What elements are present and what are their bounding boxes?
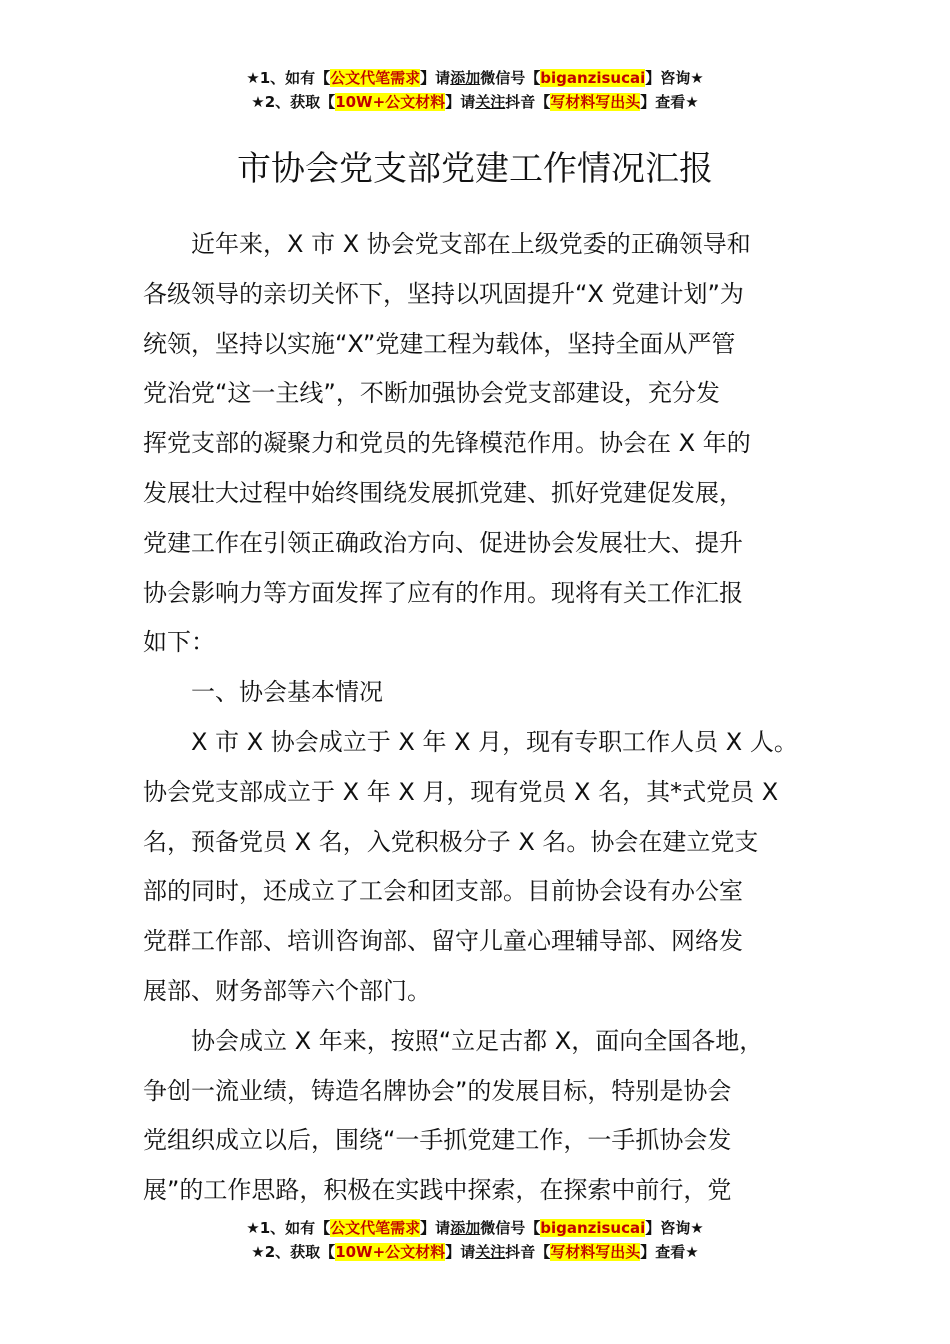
promo-highlight: biganzisucai [540, 69, 646, 87]
promo-highlight: biganzisucai [540, 1219, 646, 1237]
body-line: 部的同时，还成立了工会和团支部。目前协会设有办公室 [143, 877, 743, 906]
promo-line-2 [0, 1240, 950, 1264]
promo-highlight: 公文代笔需求 [330, 1219, 421, 1237]
body-line: 党治党“这一主线”，不断加强协会党支部建设，充分发 [143, 379, 720, 408]
body-line: 挥党支部的凝聚力和党员的先锋模范作用。协会在 X 年的 [143, 429, 751, 458]
header-promo-banner [0, 66, 950, 114]
document-body [143, 220, 833, 1216]
promo-text: 】请 [420, 1219, 451, 1237]
body-line: 名，预备党员 X 名，入党积极分子 X 名。协会在建立党支 [143, 827, 759, 856]
promo-text: ★2、获取【 [251, 1243, 336, 1261]
promo-underlined: 添加 [450, 69, 481, 87]
promo-line-2 [0, 90, 950, 114]
body-line: 协会影响力等方面发挥了应有的作用。现将有关工作汇报 [143, 578, 743, 607]
body-line: 展部、财务部等六个部门。 [143, 976, 431, 1005]
promo-highlight: 公文代笔需求 [330, 69, 421, 87]
promo-text: 】请 [445, 1243, 476, 1261]
body-line: 统领，坚持以实施“X”党建工程为载体，坚持全面从严管 [143, 329, 736, 358]
footer-promo-banner [0, 1216, 950, 1264]
promo-highlight: 10W+公文材料 [335, 1243, 446, 1261]
promo-line-1 [0, 66, 950, 90]
promo-highlight: 10W+公文材料 [335, 93, 446, 111]
body-line: 争创一流业绩，铸造名牌协会”的发展目标，特别是协会 [143, 1076, 732, 1105]
promo-text: 】咨询★ [645, 69, 704, 87]
promo-text: 】请 [420, 69, 451, 87]
promo-underlined: 关注 [475, 1243, 506, 1261]
promo-text: 】请 [445, 93, 476, 111]
body-line: 协会党支部成立于 X 年 X 月，现有党员 X 名，其*式党员 X [143, 777, 779, 806]
promo-text: 】咨询★ [645, 1219, 704, 1237]
promo-text: 微信号【 [480, 69, 541, 87]
section-heading: 一、协会基本情况 [143, 678, 383, 707]
promo-highlight: 写材料写出头 [550, 93, 641, 111]
body-line: 各级领导的亲切关怀下，坚持以巩固提升“X 党建计划”为 [143, 279, 744, 308]
promo-text: 微信号【 [480, 1219, 541, 1237]
promo-text: 】查看★ [640, 93, 699, 111]
promo-highlight: 写材料写出头 [550, 1243, 641, 1261]
body-line: 发展壮大过程中始终围绕发展抓党建、抓好党建促发展， [143, 478, 743, 507]
document-title: 市协会党支部党建工作情况汇报 [237, 148, 713, 189]
body-line: X 市 X 协会成立于 X 年 X 月，现有专职工作人员 X 人。 [143, 727, 798, 756]
promo-underlined: 添加 [450, 1219, 481, 1237]
body-line: 党组织成立以后，围绕“一手抓党建工作，一手抓协会发 [143, 1126, 732, 1155]
body-line: 展”的工作思路，积极在实践中探索，在探索中前行，党 [143, 1176, 732, 1205]
promo-text: 抖音【 [505, 1243, 551, 1261]
promo-underlined: 关注 [475, 93, 506, 111]
promo-text: 】查看★ [640, 1243, 699, 1261]
body-line: 党群工作部、培训咨询部、留守儿童心理辅导部、网络发 [143, 927, 743, 956]
promo-text: ★2、获取【 [251, 93, 336, 111]
promo-line-1 [0, 1216, 950, 1240]
body-line: 党建工作在引领正确政治方向、促进协会发展壮大、提升 [143, 528, 743, 557]
body-line: 如下： [143, 628, 215, 657]
promo-text: ★1、如有【 [246, 1219, 331, 1237]
promo-text: ★1、如有【 [246, 69, 331, 87]
promo-text: 抖音【 [505, 93, 551, 111]
body-line: 近年来，X 市 X 协会党支部在上级党委的正确领导和 [143, 230, 751, 258]
body-line: 协会成立 X 年来，按照“立足古都 X，面向全国各地， [143, 1026, 764, 1055]
